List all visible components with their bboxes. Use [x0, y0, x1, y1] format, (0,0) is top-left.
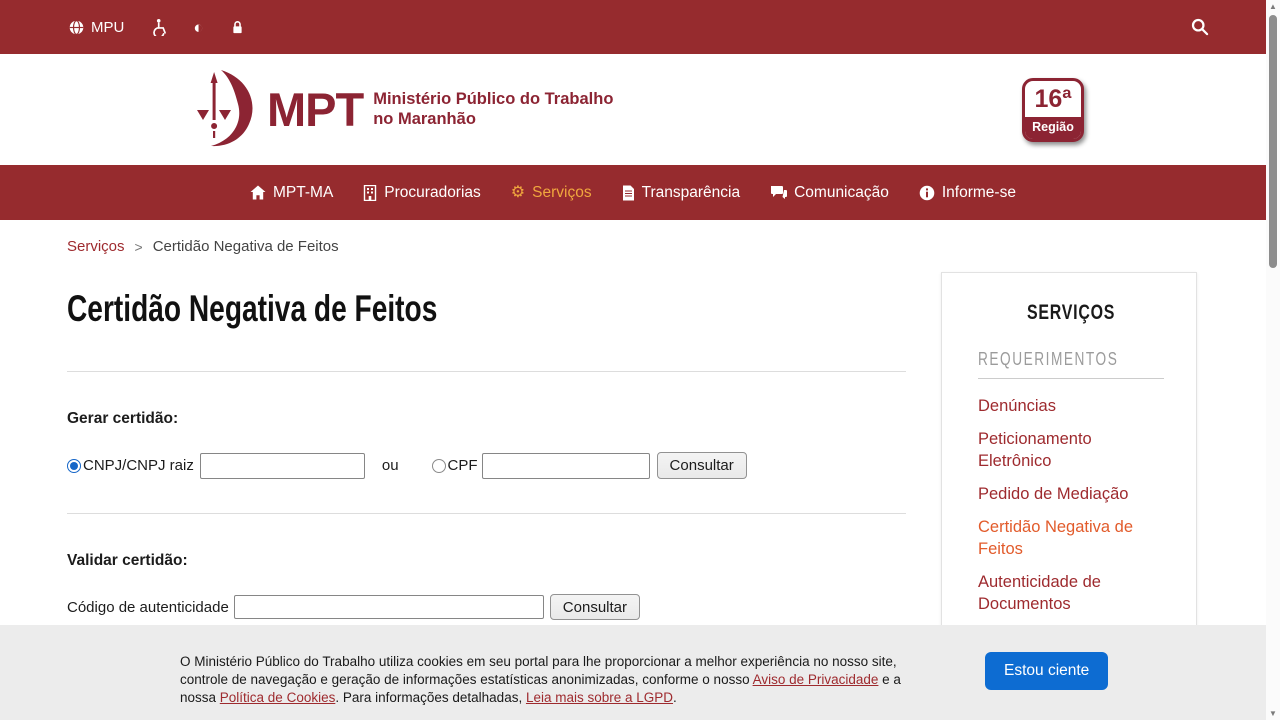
mpu-link[interactable]	[68, 19, 124, 36]
cookie-text-part4: .	[673, 690, 677, 705]
scrollbar-up-arrow[interactable]: ▲	[1269, 2, 1277, 11]
nav-item-transparencia[interactable]	[622, 184, 741, 202]
scrollbar-thumb[interactable]	[1269, 15, 1277, 268]
gears-icon: ⚙	[510, 183, 526, 201]
cookie-text	[180, 653, 938, 707]
org-name	[373, 89, 613, 129]
sidebar-item-denuncias[interactable]: Denúncias	[978, 397, 1056, 415]
cnpj-radio-label: CNPJ/CNPJ raiz	[83, 457, 194, 474]
validate-section-label: Validar certidão:	[67, 552, 188, 569]
breadcrumb-link-servicos[interactable]: Serviços	[67, 238, 125, 255]
sidebar-item-autenticidade[interactable]: Autenticidade de Documentos	[978, 573, 1101, 613]
lock-icon	[230, 19, 245, 36]
lgpd-link[interactable]: Leia mais sobre a LGPD	[525, 690, 674, 705]
cpf-input[interactable]	[482, 453, 650, 479]
nav-item-procuradorias[interactable]	[363, 184, 481, 202]
validate-consult-button[interactable]: Consultar	[550, 594, 640, 620]
search-button[interactable]	[1190, 17, 1210, 37]
scrollbar-down-arrow[interactable]: ▼	[1269, 709, 1277, 718]
sidebar-item-certidao-negativa[interactable]: Certidão Negativa de Feitos	[978, 518, 1134, 558]
site-header	[0, 54, 1266, 165]
cpf-radio-label: CPF	[447, 457, 478, 474]
logo-acronym: MPT	[267, 82, 364, 136]
mpt-logo[interactable]	[185, 68, 613, 150]
sidebar-item-peticionamento[interactable]: Peticionamento Eletrônico	[978, 430, 1092, 470]
page-scrollbar[interactable]	[1266, 0, 1280, 720]
cookie-policy-link[interactable]: Política de Cookies	[219, 690, 336, 705]
sidebar-title: SERVIÇOS	[1026, 301, 1116, 324]
globe-icon	[68, 19, 85, 36]
auth-code-input[interactable]	[234, 595, 544, 619]
generate-consult-button[interactable]: Consultar	[657, 452, 747, 479]
page-title: Certidão Negativa de Feitos	[67, 288, 438, 329]
main-nav	[0, 165, 1266, 220]
chat-icon	[770, 185, 787, 200]
nav-label: Procuradorias	[384, 183, 481, 201]
nav-label: Informe-se	[941, 183, 1016, 201]
contrast-button[interactable]	[193, 19, 203, 36]
nav-item-comunicacao[interactable]	[770, 184, 889, 202]
top-utility-bar	[0, 0, 1266, 54]
cookie-accept-button[interactable]: Estou ciente	[985, 652, 1108, 690]
home-icon	[250, 185, 266, 200]
divider	[67, 513, 906, 514]
nav-item-servicos[interactable]	[511, 184, 592, 202]
accessibility-button[interactable]	[150, 18, 167, 36]
breadcrumb-separator: >	[134, 238, 143, 255]
nav-label: Comunicação	[794, 183, 889, 201]
main-content	[67, 288, 906, 330]
validate-form-row	[67, 594, 640, 620]
org-name-line1: Ministério Público do Trabalho	[373, 90, 614, 108]
document-icon	[622, 185, 635, 201]
mpt-crest-icon	[185, 68, 265, 150]
cookie-text-part1: O Ministério Público do Trabalho utiliza cookies em seu portal para lhe proporcionar a melhor experiência no nosso site, controle de navegação e geração de informações estatísticas anonimizadas, conforme o nosso	[180, 654, 897, 687]
breadcrumb-current: Certidão Negativa de Feitos	[152, 238, 339, 255]
region-number: 16ª	[1034, 85, 1072, 113]
generate-form-row	[67, 452, 747, 479]
cnpj-radio[interactable]	[67, 459, 81, 473]
cookie-banner	[0, 625, 1266, 720]
nav-label: Transparência	[641, 183, 741, 201]
region-badge	[1022, 78, 1084, 142]
sidebar-item-mediacao[interactable]: Pedido de Mediação	[978, 485, 1129, 503]
org-name-line2: no Maranhão	[373, 110, 476, 128]
mpu-label: MPU	[91, 18, 125, 36]
info-icon	[919, 185, 935, 201]
region-label: Região	[1025, 117, 1081, 139]
nav-label: MPT-MA	[273, 183, 334, 201]
cnpj-input[interactable]	[200, 453, 365, 479]
contrast-icon: ◐	[193, 17, 204, 37]
divider	[67, 371, 906, 372]
auth-code-label: Código de autenticidade	[67, 598, 229, 616]
accessibility-icon	[150, 18, 167, 36]
sidebar-section-title: REQUERIMENTOS	[978, 349, 1119, 369]
cookie-text-part3: . Para informações detalhadas,	[335, 690, 526, 705]
cpf-radio[interactable]	[432, 459, 446, 473]
building-icon	[363, 185, 377, 201]
search-icon	[1190, 17, 1210, 37]
privacy-notice-link[interactable]: Aviso de Privacidade	[752, 672, 879, 687]
nav-item-mpt-ma[interactable]	[250, 184, 333, 202]
breadcrumb	[67, 238, 339, 255]
nav-item-informe-se[interactable]	[919, 184, 1016, 202]
cookie-text-part2: e a nossa	[180, 672, 901, 705]
nav-label: Serviços	[532, 183, 592, 201]
generate-section-label: Gerar certidão:	[67, 410, 179, 427]
sidebar-divider	[978, 378, 1164, 379]
or-label: ou	[381, 457, 399, 474]
lock-button[interactable]	[230, 19, 245, 36]
